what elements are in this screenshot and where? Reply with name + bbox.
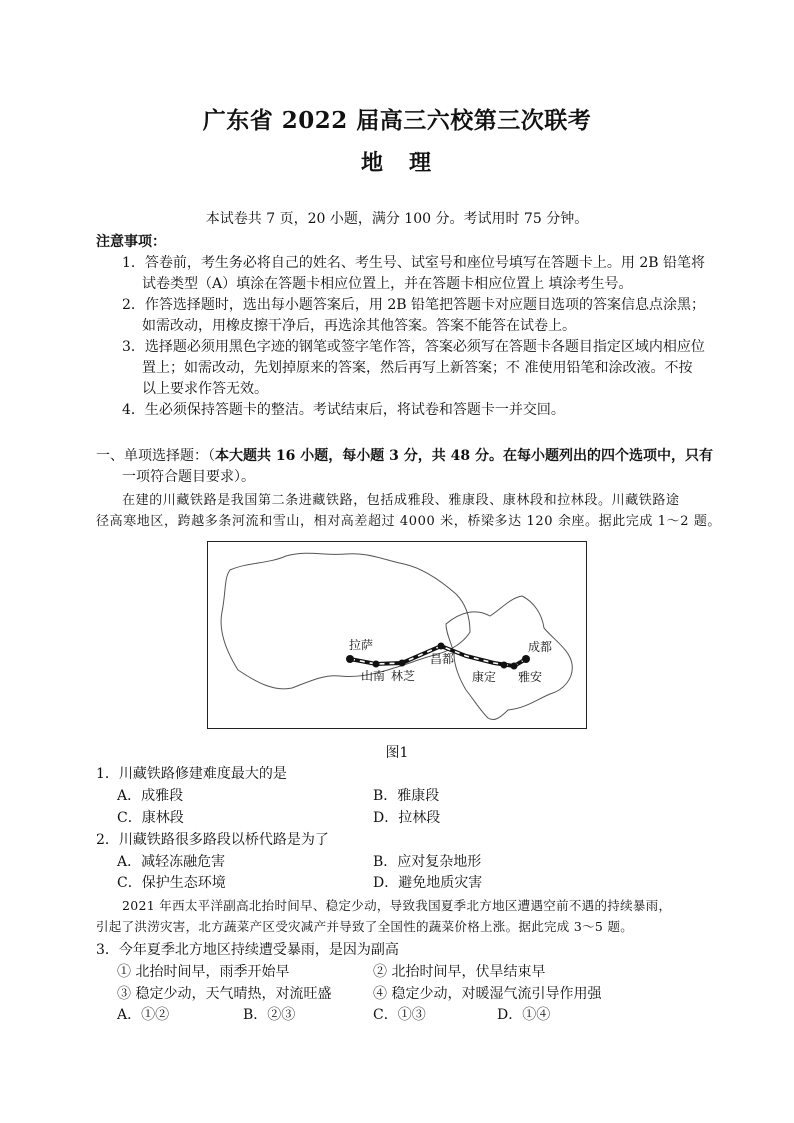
question-stem: 1．川藏铁路修建难度最大的是	[96, 766, 287, 782]
station-shannan	[373, 661, 380, 668]
station-linzhi	[399, 660, 406, 667]
section-desc: 本大题共 16 小题，每小题 3 分，共 48 分。在每小题列出的四个选项中，只有	[215, 448, 713, 464]
subject-title: 地理	[360, 150, 457, 176]
notice-line: 4．生必须保持答题卡的整洁。考试结束后，将试卷和答题卡一并交回。	[122, 402, 565, 418]
passage-line: 径高寒地区，跨越多条河流和雪山，相对高差超过 4000 米，桥梁多达 120 余座。据此完成 1～2 题。	[96, 514, 722, 529]
station-chengdu	[522, 655, 530, 663]
notice-heading: 注意事项：	[96, 234, 166, 250]
option[interactable]: A．减轻冻融危害	[117, 854, 226, 870]
section-heading	[96, 446, 713, 467]
notice-line: 试卷类型（A）填涂在答题卡相应位置上，并在答题卡相应位置上 填涂考生号。	[142, 276, 633, 292]
notice-line: 以上要求作答无效。	[142, 381, 268, 397]
option[interactable]: C．①③	[373, 1007, 426, 1023]
notice-line: 置上；如需改动，先划掉原来的答案，然后再写上新答案；不 准使用铅笔和涂改液。不按	[142, 360, 693, 376]
label-lasa: 拉萨	[349, 638, 374, 652]
statement: ① 北抬时间早，雨季开始早	[117, 964, 290, 980]
station-kangding	[501, 662, 508, 669]
section-desc-line2: 一项符合题目要求）。	[122, 469, 255, 485]
label-changdu: 昌都	[430, 652, 455, 666]
option[interactable]: D．避免地质灾害	[373, 875, 483, 891]
passage-line: 2021 年西太平洋副高北抬时间早、稳定少动，导致我国夏季北方地区遭遇空前不遇的持续暴雨，	[122, 898, 672, 913]
station-yaan	[511, 663, 518, 670]
option[interactable]: A．①②	[117, 1007, 170, 1023]
statement: ④ 稳定少动，对暖湿气流引导作用强	[373, 986, 602, 1002]
tibet-region	[221, 553, 470, 689]
option[interactable]: C．保护生态环境	[117, 875, 226, 891]
notice-line: 如需改动，用橡皮擦干净后，再选涂其他答案。答案不能答在试卷上。	[142, 318, 576, 334]
label-chengdu: 成都	[528, 640, 553, 654]
notice-line: 3．选择题必须用黑色字迹的钢笔或签字笔作答，答案必须写在答题卡各题目指定区域内相应位	[122, 339, 705, 355]
figure-caption: 图1	[385, 745, 409, 761]
station-changdu	[438, 643, 445, 650]
label-linzhi: 林芝	[391, 669, 416, 683]
notice-line: 1．答卷前，考生务必将自己的姓名、考生号、试室号和座位号填写在答题卡上。用 2B 铅笔将	[122, 255, 706, 271]
label-shannan: 山南	[361, 669, 386, 683]
map-svg	[208, 542, 585, 727]
option[interactable]: C．康林段	[117, 810, 184, 826]
station-lasa	[346, 655, 354, 663]
sichuan-region	[446, 596, 572, 720]
section-label: 一、单项选择题：（	[96, 448, 215, 464]
option[interactable]: B．应对复杂地形	[373, 854, 482, 870]
question-stem: 2．川藏铁路很多路段以桥代路是为了	[96, 832, 329, 848]
exam-title: 广东省 2022 届高三六校第三次联考	[202, 107, 592, 134]
option[interactable]: B．雅康段	[373, 788, 440, 804]
option[interactable]: D．①④	[497, 1007, 551, 1023]
railway-map	[207, 541, 587, 729]
label-kangding: 康定	[472, 670, 497, 684]
passage-line: 引起了洪涝灾害，北方蔬菜产区受灾减产并导致了全国性的蔬菜价格上涨。据此完成 3～5 题。	[96, 919, 634, 934]
notice-line: 2．作答选择题时，选出每小题答案后，用 2B 铅笔把答题卡对应题目选项的答案信息点涂黑；	[122, 297, 706, 313]
option[interactable]: B．②③	[243, 1007, 296, 1023]
passage-line: 在建的川藏铁路是我国第二条进藏铁路，包括成雅段、雅康段、康林段和拉林段。川藏铁路途	[122, 493, 680, 508]
exam-info: 本试卷共 7 页，20 小题，满分 100 分。考试用时 75 分钟。	[205, 211, 589, 227]
statement: ③ 稳定少动，天气晴热，对流旺盛	[117, 986, 332, 1002]
label-yaan: 雅安	[518, 670, 543, 684]
statement: ② 北抬时间早，伏旱结束早	[373, 964, 546, 980]
option[interactable]: D．拉林段	[373, 810, 441, 826]
option[interactable]: A．成雅段	[117, 788, 184, 804]
question-stem: 3．今年夏季北方地区持续遭受暴雨，是因为副高	[96, 942, 399, 958]
